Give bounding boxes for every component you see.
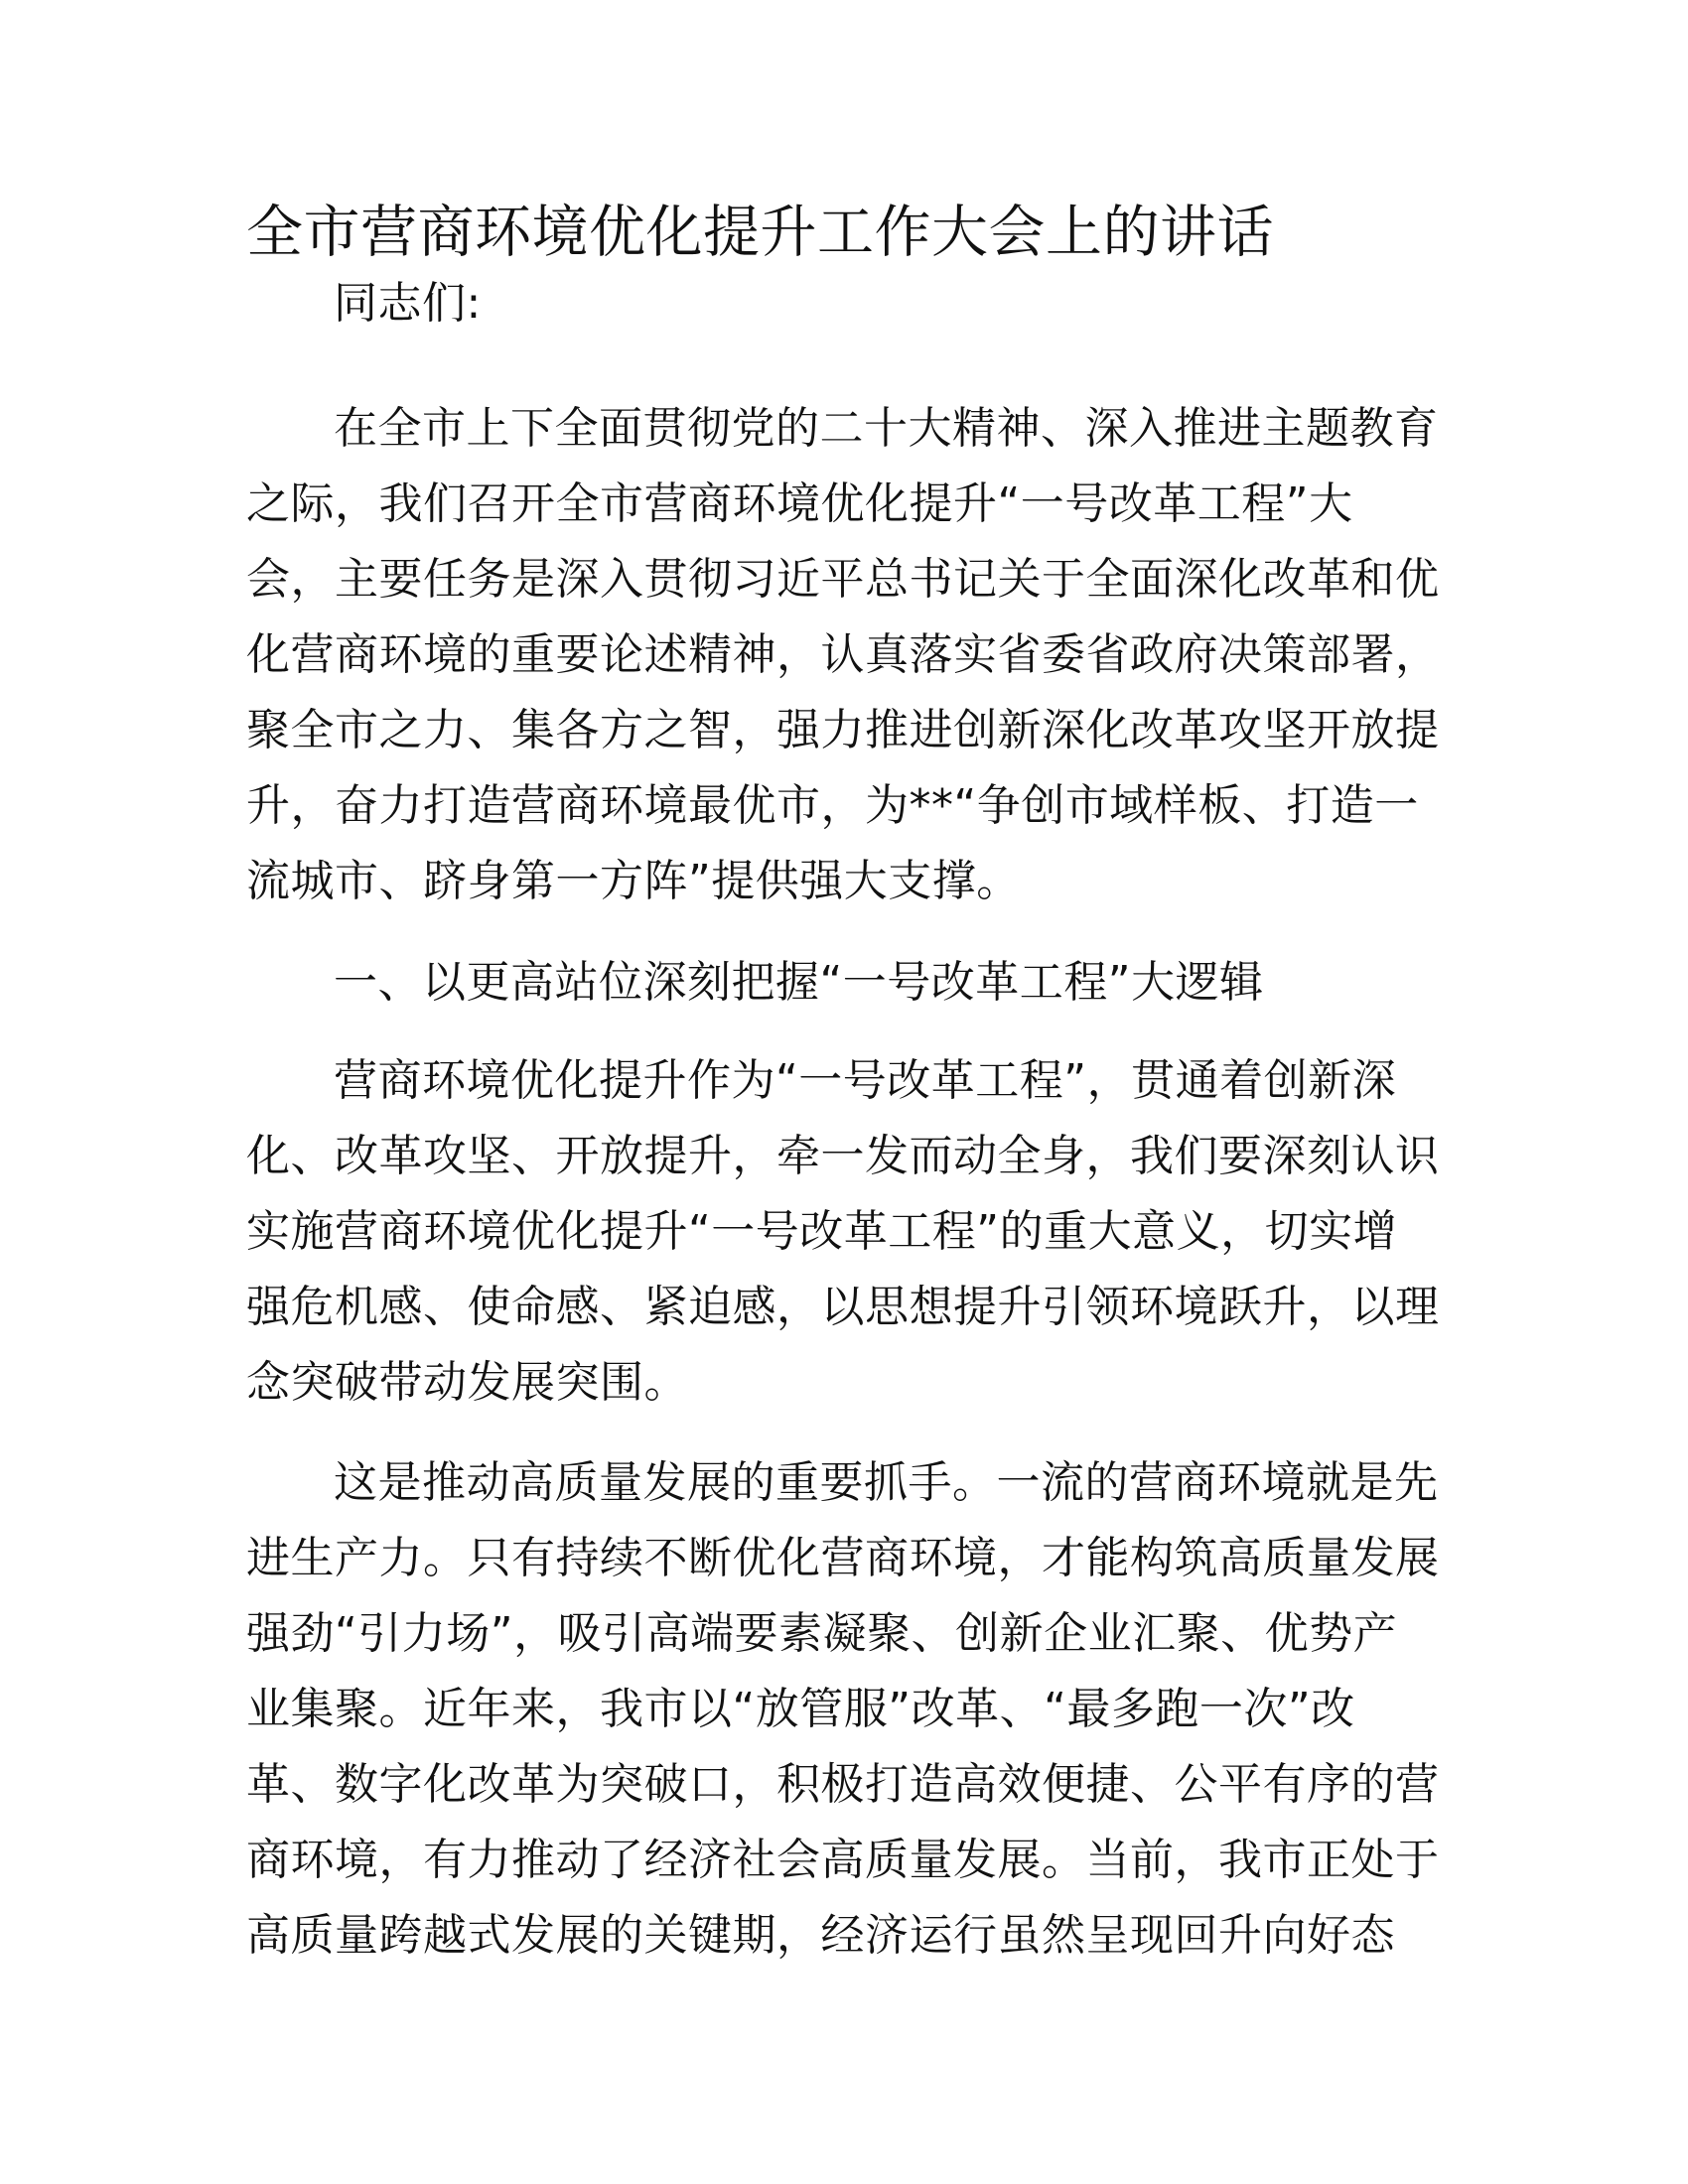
paragraph-line: 这是推动高质量发展的重要抓手。一流的营商环境就是先 <box>334 1457 1439 1508</box>
paragraph-line: 进生产力。只有持续不断优化营商环境，才能构筑高质量发展 <box>246 1533 1440 1583</box>
paragraph-line: 商环境，有力推动了经济社会高质量发展。当前，我市正处于 <box>246 1835 1440 1885</box>
paragraph-line: 化、改革攻坚、开放提升，牵一发而动全身，我们要深刻认识 <box>246 1131 1440 1181</box>
greeting: 同志们: <box>334 278 482 329</box>
paragraph-line: 流城市、跻身第一方阵”提供强大支撑。 <box>246 856 1021 906</box>
paragraph-line: 强劲“引力场”，吸引高端要素凝聚、创新企业汇聚、优势产 <box>246 1608 1398 1659</box>
paragraph-line: 实施营商环境优化提升“一号改革工程”的重大意义，切实增 <box>246 1206 1398 1257</box>
page-title: 全市营商环境优化提升工作大会上的讲话 <box>246 200 1274 265</box>
paragraph-line: 之际，我们召开全市营商环境优化提升“一号改革工程”大 <box>246 478 1353 529</box>
section-heading: 一、以更高站位深刻把握“一号改革工程”大逻辑 <box>334 957 1264 1008</box>
paragraph-line: 强危机感、使命感、紧迫感，以思想提升引领环境跃升，以理 <box>246 1282 1440 1332</box>
paragraph-line: 聚全市之力、集各方之智，强力推进创新深化改革攻坚开放提 <box>246 705 1440 755</box>
paragraph-line: 业集聚。近年来，我市以“放管服”改革、“最多跑一次”改 <box>246 1684 1355 1734</box>
paragraph-line: 在全市上下全面贯彻党的二十大精神、深入推进主题教育 <box>334 403 1439 454</box>
paragraph-line: 升，奋力打造营商环境最优市，为**“争创市域样板、打造一 <box>246 780 1419 831</box>
paragraph-line: 高质量跨越式发展的关键期，经济运行虽然呈现回升向好态 <box>246 1910 1395 1961</box>
paragraph-line: 会，主要任务是深入贯彻习近平总书记关于全面深化改革和优 <box>246 554 1440 605</box>
paragraph-line: 革、数字化改革为突破口，积极打造高效便捷、公平有序的营 <box>246 1759 1440 1810</box>
paragraph-line: 化营商环境的重要论述精神，认真落实省委省政府决策部署， <box>246 629 1440 680</box>
paragraph-line: 念突破带动发展突围。 <box>246 1357 688 1408</box>
paragraph-line: 营商环境优化提升作为“一号改革工程”，贯通着创新深 <box>334 1055 1397 1106</box>
